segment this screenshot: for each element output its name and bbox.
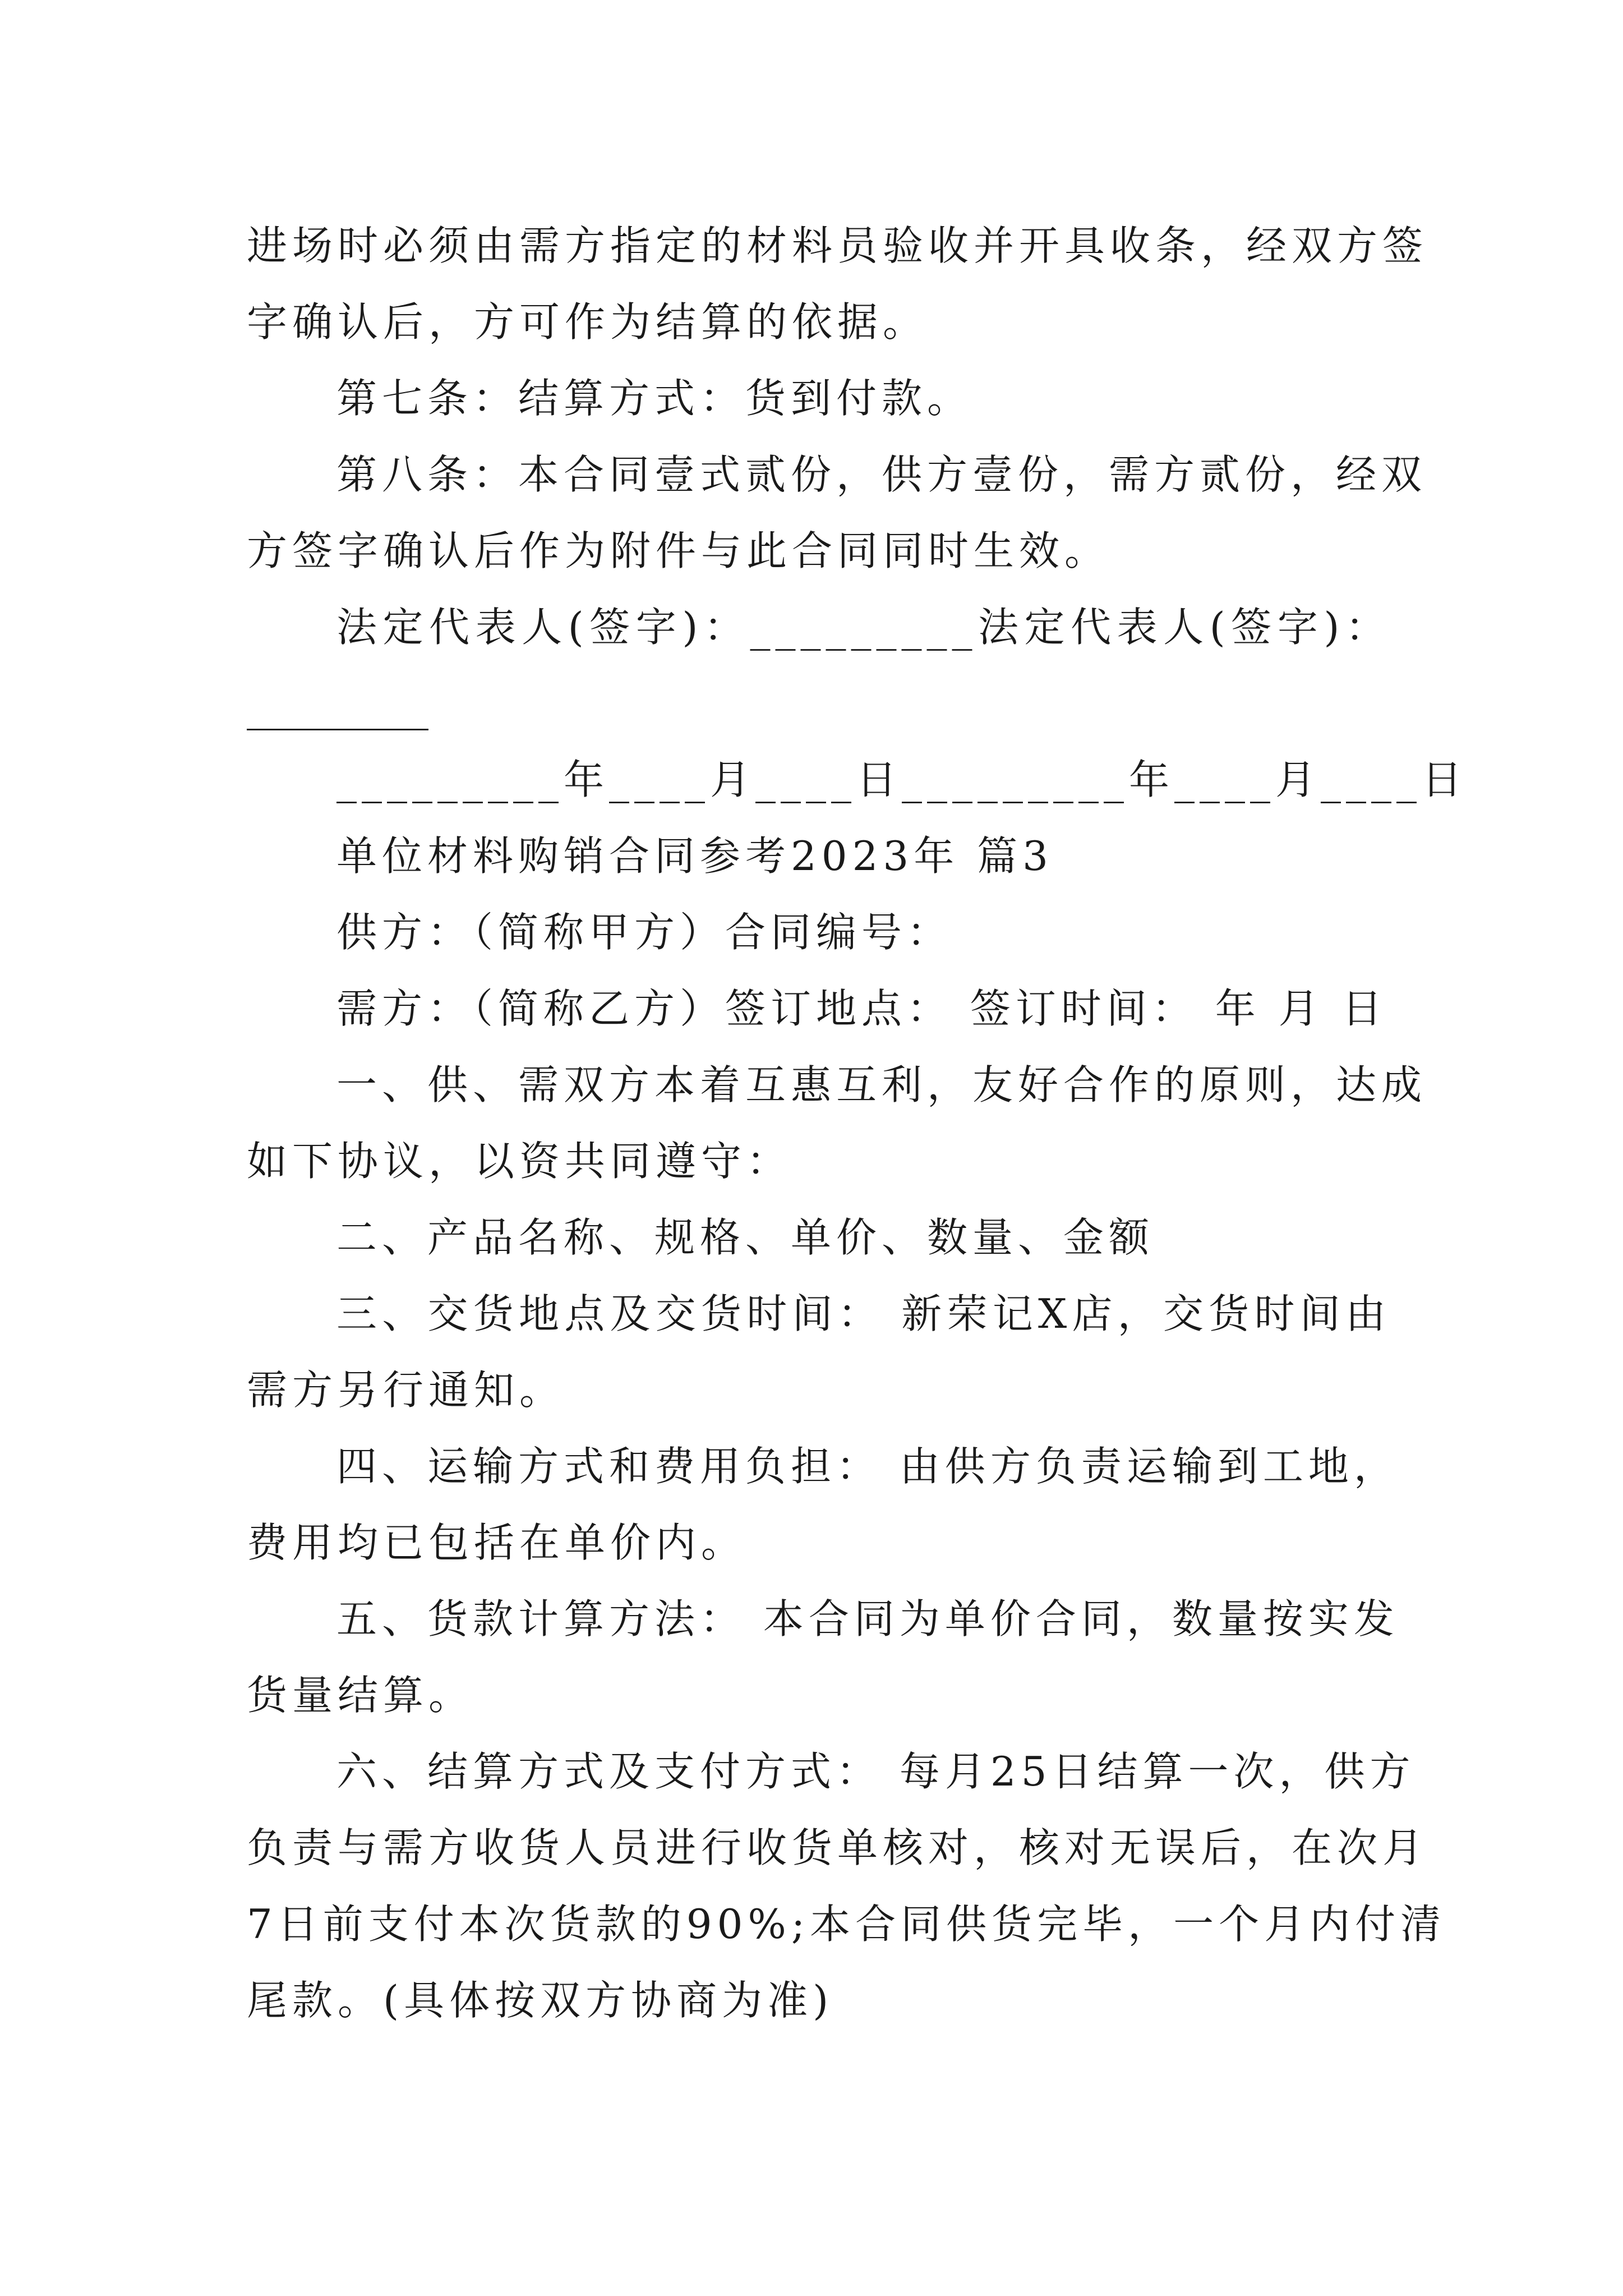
supplier-line: 供方：（简称甲方）合同编号：: [336, 909, 953, 956]
clause-3-line: 三、交货地点及交货时间： 新荣记X店，交货时间由: [336, 1290, 1391, 1337]
paragraph-line: 方签字确认后作为附件与此合同同时生效。: [247, 527, 1110, 574]
clause-5-line: 五、货款计算方法： 本合同为单价合同，数量按实发: [336, 1595, 1399, 1642]
clause-6-line: 六、结算方式及支付方式： 每月25日结算一次，供方: [336, 1748, 1415, 1795]
signature-blank: _________: [247, 683, 428, 730]
article-7-line: 第七条：结算方式：货到付款。: [336, 375, 973, 422]
paragraph-line: 尾款。(具体按双方协商为准): [247, 1977, 834, 2024]
paragraph-line: 货量结算。: [247, 1672, 474, 1719]
paragraph-line: 字确认后，方可作为结算的依据。: [247, 298, 929, 346]
date-line: _________年____月____日_________年____月____日: [336, 756, 1467, 803]
paragraph-line: 如下协议，以资共同遵守：: [247, 1138, 792, 1185]
paragraph-line: 7日前支付本次货款的90%;本合同供货完毕，一个月内付清: [247, 1901, 1446, 1948]
signature-line: 法定代表人(签字)：_________法定代表人(签字)：: [336, 604, 1391, 651]
paragraph-line: 进场时必须由需方指定的材料员验收并开具收条，经双方签: [247, 222, 1428, 269]
clause-4-line: 四、运输方式和费用负担： 由供方负责运输到工地，: [336, 1443, 1399, 1490]
paragraph-line: 费用均已包括在单价内。: [247, 1519, 747, 1566]
section-title: 单位材料购销合同参考2023年 篇3: [336, 832, 1053, 880]
paragraph-line: 负责与需方收货人员进行收货单核对，核对无误后，在次月: [247, 1824, 1428, 1871]
clause-2-line: 二、产品名称、规格、单价、数量、金额: [336, 1214, 1155, 1261]
article-8-line: 第八条：本合同壹式贰份，供方壹份，需方贰份，经双: [336, 451, 1427, 498]
clause-1-line: 一、供、需双方本着互惠互利，友好合作的原则，达成: [336, 1061, 1427, 1108]
paragraph-line: 需方另行通知。: [247, 1366, 565, 1414]
buyer-line: 需方：（简称乙方）签订地点： 签订时间： 年 月 日: [336, 985, 1387, 1032]
